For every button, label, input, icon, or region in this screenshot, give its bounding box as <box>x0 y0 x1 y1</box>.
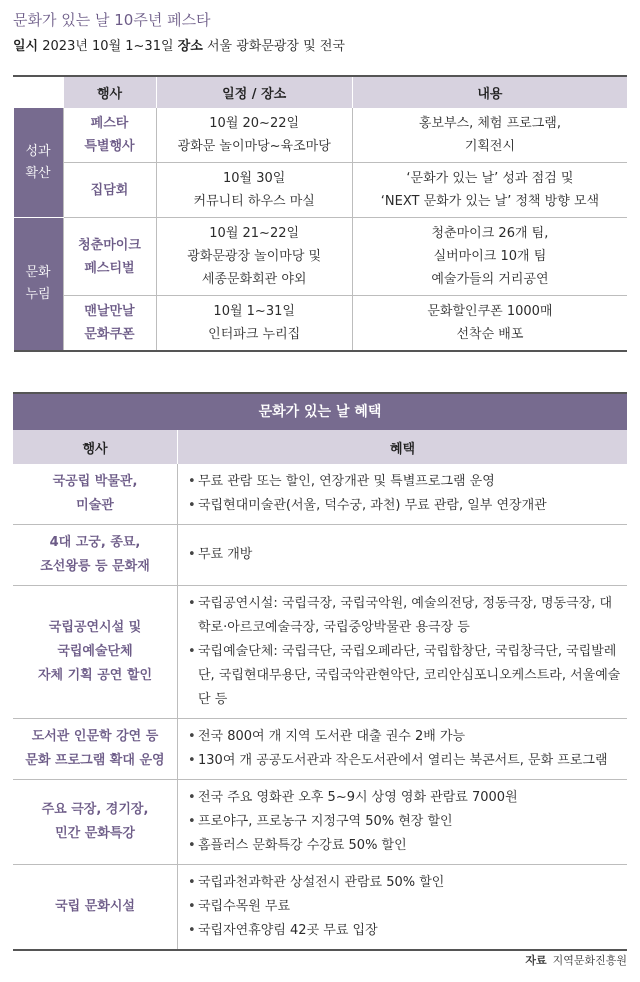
event-cell: 맨날만날 문화쿠폰 <box>63 296 156 352</box>
list-item: • 국립자연휴양림 42곳 무료 입장 <box>184 919 621 943</box>
table-row <box>14 108 628 163</box>
list-item: • 국립수목원 무료 <box>184 895 621 919</box>
event-cell: 주요 극장, 경기장, 민간 문화특강 <box>13 780 178 865</box>
benefit-table-banner: 문화가 있는 날 혜택 <box>13 393 627 430</box>
table-row <box>14 218 628 296</box>
source-note <box>525 952 627 968</box>
benefit-cell <box>178 525 628 586</box>
table-row <box>13 525 627 586</box>
content-cell: 홍보부스, 체험 프로그램, 기획전시 <box>352 108 627 163</box>
schedule-cell: 10월 1~31일 인터파크 누리집 <box>156 296 352 352</box>
schedule-table-header <box>14 76 628 108</box>
content-cell: ‘문화가 있는 날’ 성과 점검 및 ‘NEXT 문화가 있는 날’ 정책 방향 모색 <box>352 163 627 218</box>
date-label: 일시 <box>13 39 39 54</box>
benefit-cell <box>178 586 628 719</box>
list-item: • 전국 800여 개 지역 도서관 대출 권수 2배 가능 <box>184 725 621 749</box>
table-row <box>13 586 627 719</box>
source-label: 자료 <box>525 954 547 967</box>
list-item: • 국립과천과학관 상설전시 관람료 50% 할인 <box>184 871 621 895</box>
schedule-cell: 10월 30일 커뮤니티 하우스 마실 <box>156 163 352 218</box>
column-header-benefit: 혜택 <box>178 430 628 464</box>
table-row <box>13 780 627 865</box>
source-value: 지역문화진흥원 <box>552 954 627 967</box>
date-value: 2023년 10월 1~31일 <box>42 39 174 54</box>
list-item: • 무료 관람 또는 할인, 연장개관 및 특별프로그램 운영 <box>184 470 621 494</box>
column-header-event: 행사 <box>63 76 156 108</box>
page-title: 문화가 있는 날 10주년 페스타 <box>13 11 211 29</box>
event-cell: 청춘마이크 페스티벌 <box>63 218 156 296</box>
benefit-cell <box>178 780 628 865</box>
benefit-cell <box>178 719 628 780</box>
list-item: • 무료 개방 <box>184 543 621 567</box>
category-cell: 성과 확산 <box>14 108 64 218</box>
table-row <box>13 719 627 780</box>
event-cell: 4대 고궁, 종묘, 조선왕릉 등 문화재 <box>13 525 178 586</box>
table-row <box>13 865 627 951</box>
benefit-cell <box>178 865 628 951</box>
column-header-content: 내용 <box>352 76 627 108</box>
column-header-schedule: 일정 / 장소 <box>156 76 352 108</box>
benefit-table <box>13 392 627 951</box>
content-cell: 청춘마이크 26개 팀, 실버마이크 10개 팀 예술가들의 거리공연 <box>352 218 627 296</box>
category-cell: 문화 누림 <box>14 218 64 352</box>
column-header-event: 행사 <box>13 430 178 464</box>
table-row <box>14 163 628 218</box>
list-item: • 130여 개 공공도서관과 작은도서관에서 열리는 북콘서트, 문화 프로그램 <box>184 749 621 773</box>
event-info <box>13 35 345 54</box>
list-item: • 국립현대미술관(서울, 덕수궁, 과천) 무료 관람, 일부 연장개관 <box>184 494 621 518</box>
event-cell: 집담회 <box>63 163 156 218</box>
header-corner <box>14 76 64 108</box>
list-item: • 프로야구, 프로농구 지정구역 50% 현장 할인 <box>184 810 621 834</box>
event-cell: 국립공연시설 및 국립예술단체 자체 기획 공연 할인 <box>13 586 178 719</box>
event-cell: 페스타 특별행사 <box>63 108 156 163</box>
place-label: 장소 <box>177 39 203 54</box>
place-value: 서울 광화문광장 및 전국 <box>206 39 345 54</box>
event-cell: 국립 문화시설 <box>13 865 178 951</box>
list-item: • 전국 주요 영화관 오후 5~9시 상영 영화 관람료 7000원 <box>184 786 621 810</box>
benefit-cell <box>178 464 628 525</box>
table-row <box>14 296 628 352</box>
schedule-cell: 10월 20~22일 광화문 놀이마당~육조마당 <box>156 108 352 163</box>
list-item: • 홈플러스 문화특강 수강료 50% 할인 <box>184 834 621 858</box>
list-item: • 국립공연시설: 국립극장, 국립국악원, 예술의전당, 정동극장, 명동극장, 대학로·아르코예술극장, 국립중앙박물관 용극장 등 <box>184 592 621 640</box>
table-row <box>13 464 627 525</box>
event-cell: 국공립 박물관, 미술관 <box>13 464 178 525</box>
list-item: • 국립예술단체: 국립극단, 국립오페라단, 국립합창단, 국립창극단, 국립발레단, 국립현대무용단, 국립국악관현악단, 코리안심포니오케스트라, 서울예술단 등 <box>184 640 621 712</box>
benefit-table-header <box>13 430 627 464</box>
content-cell: 문화할인쿠폰 1000매 선착순 배포 <box>352 296 627 352</box>
event-cell: 도서관 인문학 강연 등 문화 프로그램 확대 운영 <box>13 719 178 780</box>
schedule-cell: 10월 21~22일 광화문광장 놀이마당 및 세종문화회관 야외 <box>156 218 352 296</box>
schedule-table <box>13 75 627 352</box>
